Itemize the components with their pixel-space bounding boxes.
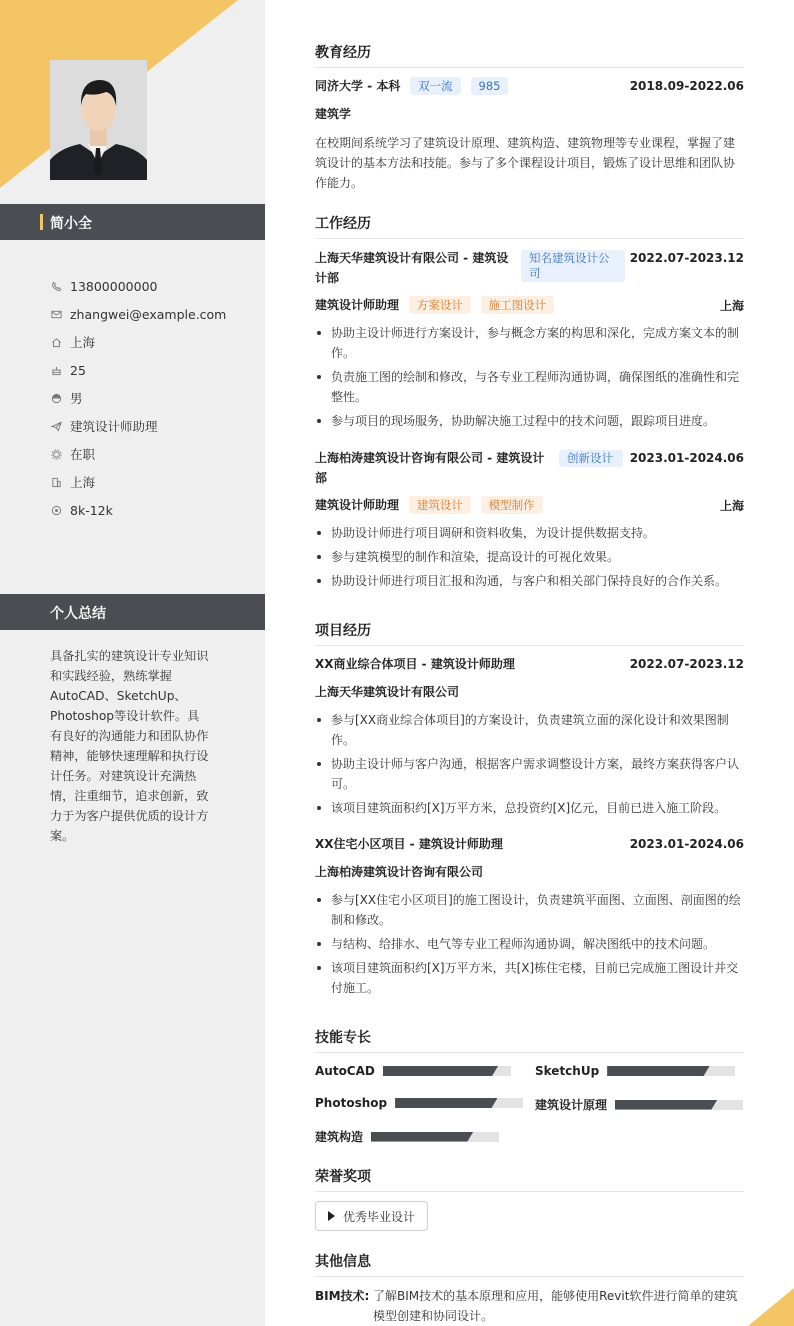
avatar	[50, 60, 147, 180]
list-item: 协助设计师进行项目调研和资料收集，为设计提供数据支持。	[315, 523, 744, 543]
info-position-text: 建筑设计师助理	[70, 419, 158, 434]
info-city-text: 上海	[70, 475, 96, 490]
job-city: 上海	[719, 498, 744, 513]
list-item: 与结构、给排水、电气等专业工程师沟通协调，解决图纸中的技术问题。	[315, 934, 744, 954]
job-bullets	[315, 523, 744, 595]
skill-bar	[395, 1098, 523, 1108]
info-salary	[50, 496, 226, 524]
building-icon	[50, 476, 62, 488]
project-name: XX住宅小区项目 - 建筑设计师助理	[315, 837, 503, 851]
list-item: 该项目建筑面积约[X]万平方米，总投资约[X]亿元，目前已进入施工阶段。	[315, 798, 744, 818]
skill-name: 建筑构造	[315, 1130, 364, 1144]
school-tag: 985	[471, 77, 509, 95]
skill-bar-fill	[607, 1066, 709, 1076]
education-date: 2018.09-2022.06	[629, 79, 744, 93]
project-company: 上海柏涛建筑设计咨询有限公司	[315, 865, 484, 879]
age-icon	[50, 364, 62, 376]
awards-title: 荣誉奖项	[315, 1166, 744, 1192]
project-date: 2022.07-2023.12	[629, 656, 744, 671]
skill-bar-fill	[395, 1098, 497, 1108]
home-icon	[50, 336, 62, 348]
list-item: 协助主设计师进行方案设计，参与概念方案的构思和深化，完成方案文本的制作。	[315, 323, 744, 363]
salary-icon	[50, 504, 62, 516]
project-company: 上海天华建筑设计有限公司	[315, 685, 460, 699]
award-toggle-button[interactable]	[315, 1201, 428, 1231]
job-company: 上海天华建筑设计有限公司 - 建筑设计部	[315, 251, 509, 285]
contact-info-list	[50, 272, 226, 524]
education-title: 教育经历	[315, 42, 744, 68]
other-text: 了解BIM技术的基本原理和应用，能够使用Revit软件进行简单的建筑模型创建和协同设计。	[373, 1289, 738, 1323]
project-header	[315, 835, 744, 852]
projects-title: 项目经历	[315, 620, 744, 646]
summary-bar	[0, 594, 265, 630]
info-gender-text: 男	[70, 391, 83, 406]
info-phone	[50, 272, 226, 300]
job-date: 2023.01-2024.06	[629, 451, 744, 465]
work-title: 工作经历	[315, 213, 744, 239]
sidebar	[0, 0, 265, 1326]
other-title: 其他信息	[315, 1251, 744, 1277]
skill-bar	[383, 1066, 511, 1076]
project-header	[315, 655, 744, 672]
other-label: BIM技术:	[315, 1289, 370, 1303]
award-label: 优秀毕业设计	[343, 1209, 416, 1224]
job-header	[315, 248, 744, 288]
send-icon	[50, 420, 62, 432]
project-date: 2023.01-2024.06	[629, 836, 744, 851]
education-desc: 在校期间系统学习了建筑设计原理、建筑构造、建筑物理等专业课程，掌握了建筑设计的基本方法和技能。参与了多个课程设计项目，锻炼了设计思维和团队协作能力。	[315, 136, 736, 190]
school-tag: 双一流	[410, 77, 461, 95]
project-bullets	[315, 890, 744, 1002]
info-email	[50, 300, 226, 328]
major: 建筑学	[315, 107, 352, 121]
skill-item	[315, 1064, 511, 1078]
list-item: 参与[XX住宅小区项目]的施工图设计，负责建筑平面图、立面图、剖面图的绘制和修改。	[315, 890, 744, 930]
project-bullets	[315, 710, 744, 822]
info-age-text: 25	[70, 362, 86, 378]
avatar-portrait-icon	[50, 60, 147, 180]
accent-corner	[748, 1288, 794, 1326]
job-role-row	[315, 296, 744, 314]
education-header	[315, 77, 744, 95]
list-item: 协助设计师进行项目汇报和沟通，与客户和相关部门保持良好的合作关系。	[315, 571, 744, 591]
name-accent	[40, 214, 43, 230]
summary-text: 具备扎实的建筑设计专业知识和实践经验，熟练掌握AutoCAD、SketchUp、Photoshop等设计软件。具有良好的沟通能力和团队协作精神，能够快速理解和执行设计任务。对建筑设计充满热情，注重细节，追求创新，致力于为客户提供优质的设计方案。	[50, 649, 209, 843]
job-role-tag: 建筑设计	[409, 496, 471, 514]
gender-icon	[50, 392, 62, 404]
phone-icon	[50, 280, 62, 292]
list-item: 参与[XX商业综合体项目]的方案设计，负责建筑立面的深化设计和效果图制作。	[315, 710, 744, 750]
list-item: 参与建筑模型的制作和渲染，提高设计的可视化效果。	[315, 547, 744, 567]
skill-bar-fill	[383, 1066, 498, 1076]
project-company-row	[315, 863, 744, 880]
skill-item	[535, 1096, 743, 1113]
info-status	[50, 440, 226, 468]
skill-item	[315, 1096, 523, 1110]
info-status-text: 在职	[70, 447, 96, 462]
skill-bar	[607, 1066, 735, 1076]
job-header	[315, 448, 744, 488]
list-item: 负责施工图的绘制和修改，与各专业工程师沟通协调，确保图纸的准确性和完整性。	[315, 367, 744, 407]
info-position	[50, 412, 226, 440]
job-role-tag: 施工图设计	[481, 296, 555, 314]
skill-bar	[371, 1132, 499, 1142]
skill-name: AutoCAD	[315, 1064, 375, 1078]
other-info-row	[315, 1286, 744, 1326]
skill-name: Photoshop	[315, 1096, 388, 1110]
candidate-name: 简小全	[50, 216, 92, 232]
skills-title: 技能专长	[315, 1027, 744, 1053]
info-email-text: zhangwei@example.com	[70, 306, 227, 322]
skill-name: SketchUp	[535, 1064, 600, 1078]
info-gender	[50, 384, 226, 412]
skill-item	[315, 1128, 499, 1145]
job-company-tag: 创新设计	[559, 450, 623, 467]
info-city	[50, 468, 226, 496]
job-city: 上海	[719, 298, 744, 313]
name-bar	[0, 204, 265, 240]
info-location-text: 上海	[70, 335, 96, 350]
job-company: 上海柏涛建筑设计咨询有限公司 - 建筑设计部	[315, 451, 545, 485]
job-date: 2022.07-2023.12	[629, 251, 744, 265]
job-role-row	[315, 496, 744, 514]
play-icon	[328, 1211, 335, 1221]
info-age	[50, 356, 226, 384]
skill-bar-fill	[615, 1100, 717, 1110]
info-salary-text: 8k-12k	[70, 502, 113, 518]
skill-bar-fill	[371, 1132, 473, 1142]
job-role-tag: 模型制作	[481, 496, 543, 514]
skill-name: 建筑设计原理	[535, 1098, 608, 1112]
info-location	[50, 328, 226, 356]
project-name: XX商业综合体项目 - 建筑设计师助理	[315, 657, 515, 671]
status-icon	[50, 448, 62, 460]
list-item: 该项目建筑面积约[X]万平方米，共[X]栋住宅楼，目前已完成施工图设计并交付施工。	[315, 958, 744, 998]
job-role-tag: 方案设计	[409, 296, 471, 314]
summary-title: 个人总结	[50, 606, 106, 622]
job-role: 建筑设计师助理	[315, 298, 400, 312]
list-item: 参与项目的现场服务，协助解决施工过程中的技术问题，跟踪项目进度。	[315, 411, 744, 431]
job-bullets	[315, 323, 744, 435]
skill-bar	[615, 1100, 743, 1110]
job-company-tag: 知名建筑设计公司	[521, 250, 625, 282]
mail-icon	[50, 308, 62, 320]
major-row	[315, 105, 744, 122]
project-company-row	[315, 683, 744, 700]
skill-item	[535, 1064, 735, 1078]
school-name: 同济大学 - 本科	[315, 79, 401, 93]
list-item: 协助主设计师与客户沟通，根据客户需求调整设计方案，最终方案获得客户认可。	[315, 754, 744, 794]
info-phone-text: 13800000000	[70, 278, 158, 294]
job-role: 建筑设计师助理	[315, 498, 400, 512]
